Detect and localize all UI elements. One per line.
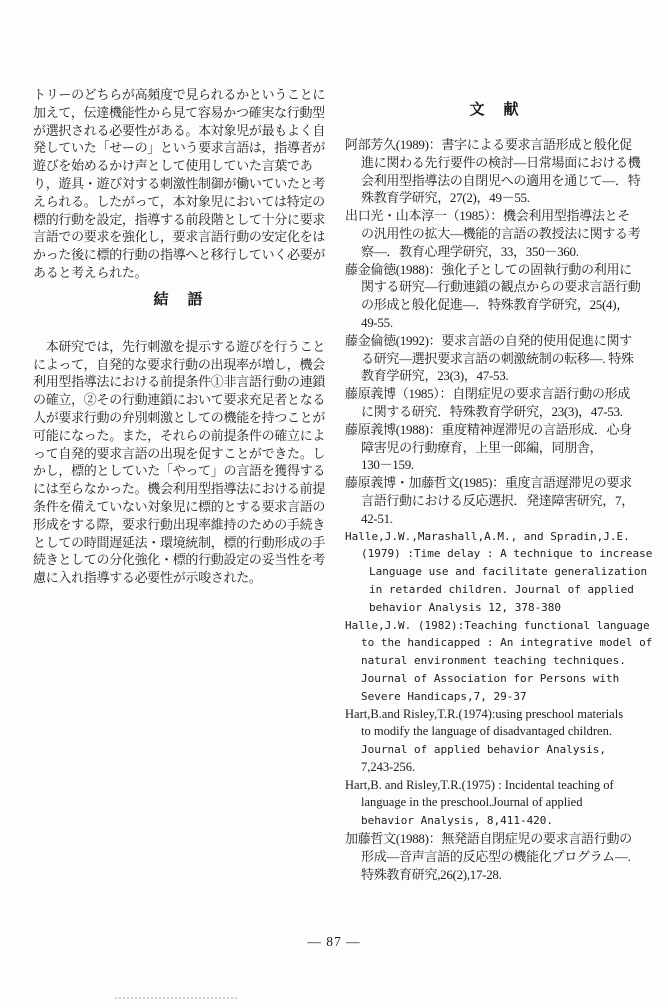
body-text-line: トリーのどちらが高頻度で見られるかということに [33, 87, 326, 102]
reference-text-line: to modify the language of disadvantaged children. [361, 724, 612, 739]
reference-text-line: Hart,B.and Risley,T.R.(1974):using preschool materials [345, 706, 624, 721]
reference-text-line: 42-51. [361, 510, 393, 526]
reference-text-line: 特殊教育研究,26(2),17-28. [361, 866, 502, 882]
reference-entry [345, 385, 645, 421]
reference-text-line: 7,243-256. [361, 759, 416, 774]
reference-text-line: Language use and facilitate generalization [369, 565, 648, 579]
reference-text-line: to the handicapped : An integrative model of [361, 636, 653, 650]
reference-text-line: 49-55. [361, 314, 393, 330]
reference-text-line: (1979) :Time delay : A technique to increase [361, 547, 653, 561]
reference-entry [345, 830, 645, 883]
right-column [345, 100, 653, 883]
reference-text-line: 藤原義博（1985）：自閉症児の要求言語行動の形成 [345, 386, 631, 402]
reference-text-line: Journal of applied behavior Analysis, [361, 743, 607, 757]
body-text-line: 遊びを始めるかけ声として使用していた言葉であ [33, 158, 313, 174]
reference-entry [345, 136, 645, 207]
body-text-line: 発していた「せーの」という要求言語は，指導者が [33, 140, 326, 156]
reference-text-line: 関する研究―行動連鎖の観点からの要求言語行動 [361, 279, 641, 295]
reference-text-line: in retarded children. Journal of applied [369, 582, 634, 596]
reference-text-line: 阿部芳久(1989)：書字による要求言語形成と般化促 [345, 137, 632, 152]
body-text-line: あると考えられた。 [33, 264, 148, 280]
body-text-line: によって，自発的な要求行動の出現率が増し，機会 [33, 356, 325, 372]
page-number: — 87 — [307, 934, 361, 949]
reference-text-line: behavior Analysis, 8,411-420. [361, 814, 554, 828]
section-heading-conclusion: 結 語 [153, 290, 205, 308]
body-text-line: としての時間遅延法・環境統制，標的行動形成の手 [33, 534, 326, 550]
reference-entry [345, 706, 645, 777]
body-text-line: 形成をする際，要求行動出現率維持のための手続き [33, 516, 326, 532]
body-text-line: かった後に標的行動の指導へと移行していく必要が [33, 247, 326, 263]
body-paragraph-2 [33, 338, 325, 587]
body-text-line: 人が要求行動の弁別刺激としての機能を持つことが [33, 409, 326, 425]
reference-text-line: 藤原義博(1988)：重度精神遅滞児の言語形成．心身 [345, 421, 632, 437]
body-text-line: 利用型指導法における前提条件①非言語行動の連鎖 [33, 374, 326, 390]
reference-text-line: の汎用性の拡大―機能的言語の教授法に関する考 [361, 225, 641, 241]
reference-entry [345, 332, 645, 385]
body-text-line: り，遊具・遊び対する刺激性制御が働いていたと考 [33, 175, 326, 191]
scan-artifact [115, 996, 237, 999]
reference-text-line: 会利用型指導法の自閉児への適用を通じて―．特 [361, 172, 641, 188]
reference-list [345, 136, 653, 883]
reference-text-line: 進に関わる先行要件の検討―日常場面における機 [361, 154, 641, 170]
reference-entry [345, 421, 645, 474]
reference-text-line: 形成―音声言語的反応型の機能化プログラム―. [361, 848, 631, 864]
body-text-line: 本研究では，先行刺激を提示する遊びを行うこと [33, 338, 326, 354]
body-text-line: えられる。したがって，本対象児においては特定の [33, 193, 325, 209]
reference-entry [345, 207, 645, 260]
body-text-line: って自発的要求言語の出現を促すことができた。し [33, 445, 326, 461]
reference-text-line: Journal of Association for Persons with [361, 671, 620, 685]
body-text-line: かし，標的としていた「やって」の言語を獲得する [33, 463, 326, 479]
reference-text-line: 障害児の行動療育，上里一郎編，同朋舎， [361, 439, 603, 455]
reference-text-line: Halle,J.W. (1982):Teaching functional language [345, 618, 650, 632]
reference-text-line: 出口光・山本淳一（1985）：機会利用型指導法とそ [345, 208, 631, 224]
reference-text-line: 察―．教育心理学研究，33，350－360. [361, 243, 579, 259]
reference-text-line: 藤原義博・加藤哲文(1985)：重度言語遅滞児の要求 [345, 475, 632, 491]
reference-text-line: 加藤哲文(1988)：無発語自閉症児の要求言語行動の [345, 831, 632, 847]
reference-entry [345, 617, 653, 706]
reference-text-line: Severe Handicaps,7, 29-37 [361, 689, 527, 703]
reference-entry [345, 261, 645, 332]
body-text-line: の確立，②その行動連鎖において要求充足者となる [33, 392, 326, 408]
body-text-line: 可能になった。また，それらの前提条件の確立によ [33, 427, 326, 443]
reference-text-line: natural environment teaching techniques. [361, 654, 626, 668]
body-text-line: 条件を備えていない対象児に標的とする要求言語の [33, 498, 326, 514]
reference-text-line: 藤金倫徳(1988)：強化子としての固執行動の利用に [345, 261, 632, 277]
reference-text-line: 殊教育学研究，27(2)，49－55. [361, 190, 530, 206]
body-paragraph-1 [33, 86, 325, 282]
reference-text-line: 言語行動における反応選択．発達障害研究，7， [361, 492, 634, 508]
body-text-line: には至らなかった。機会利用型指導法における前提 [33, 481, 326, 497]
body-text-line: 慮に入れ指導する必要性が示唆された。 [33, 570, 262, 586]
reference-text-line: language in the preschool.Journal of applied [361, 795, 583, 810]
body-text-line: 標的行動を設定，指導する前段階として十分に要求 [33, 211, 326, 227]
reference-text-line: 130－159. [361, 457, 414, 473]
reference-entry [345, 474, 645, 527]
body-text-line: 加えて，伝達機能性から見て容易かつ確実な行動型 [33, 104, 325, 120]
reference-text-line: 教育学研究，23(3)，47-53. [361, 368, 509, 384]
reference-text-line: に関する研究．特殊教育学研究，23(3)，47-53. [361, 403, 623, 419]
reference-entry [345, 528, 653, 617]
left-column [33, 86, 325, 587]
body-text-line: が選択される必要性がある。本対象児が最もよく自 [33, 122, 326, 138]
reference-text-line: behavior Analysis 12, 378-380 [369, 600, 562, 614]
reference-entry [345, 777, 645, 830]
reference-text-line: の形成と般化促進―．特殊教育学研究，25(4)， [361, 297, 629, 313]
reference-text-line: Halle,J.W.,Marashall,A.M., and Spradin,J.E. [345, 529, 630, 543]
reference-text-line: 藤金倫徳(1992)：要求言語の自発的使用促進に関す [345, 332, 632, 348]
section-heading-references: 文 献 [469, 101, 521, 118]
body-text-line: 続きとしての分化強化・標的行動設定の妥当性を考 [33, 552, 326, 568]
body-text-line: 言語での要求を強化し，要求言語行動の安定化をは [33, 229, 326, 245]
reference-text-line: る研究―選択要求言語の刺激統制の転移―. 特殊 [361, 350, 634, 366]
reference-text-line: Hart,B. and Risley,T.R.(1975) : Incidental teaching of [345, 777, 614, 792]
